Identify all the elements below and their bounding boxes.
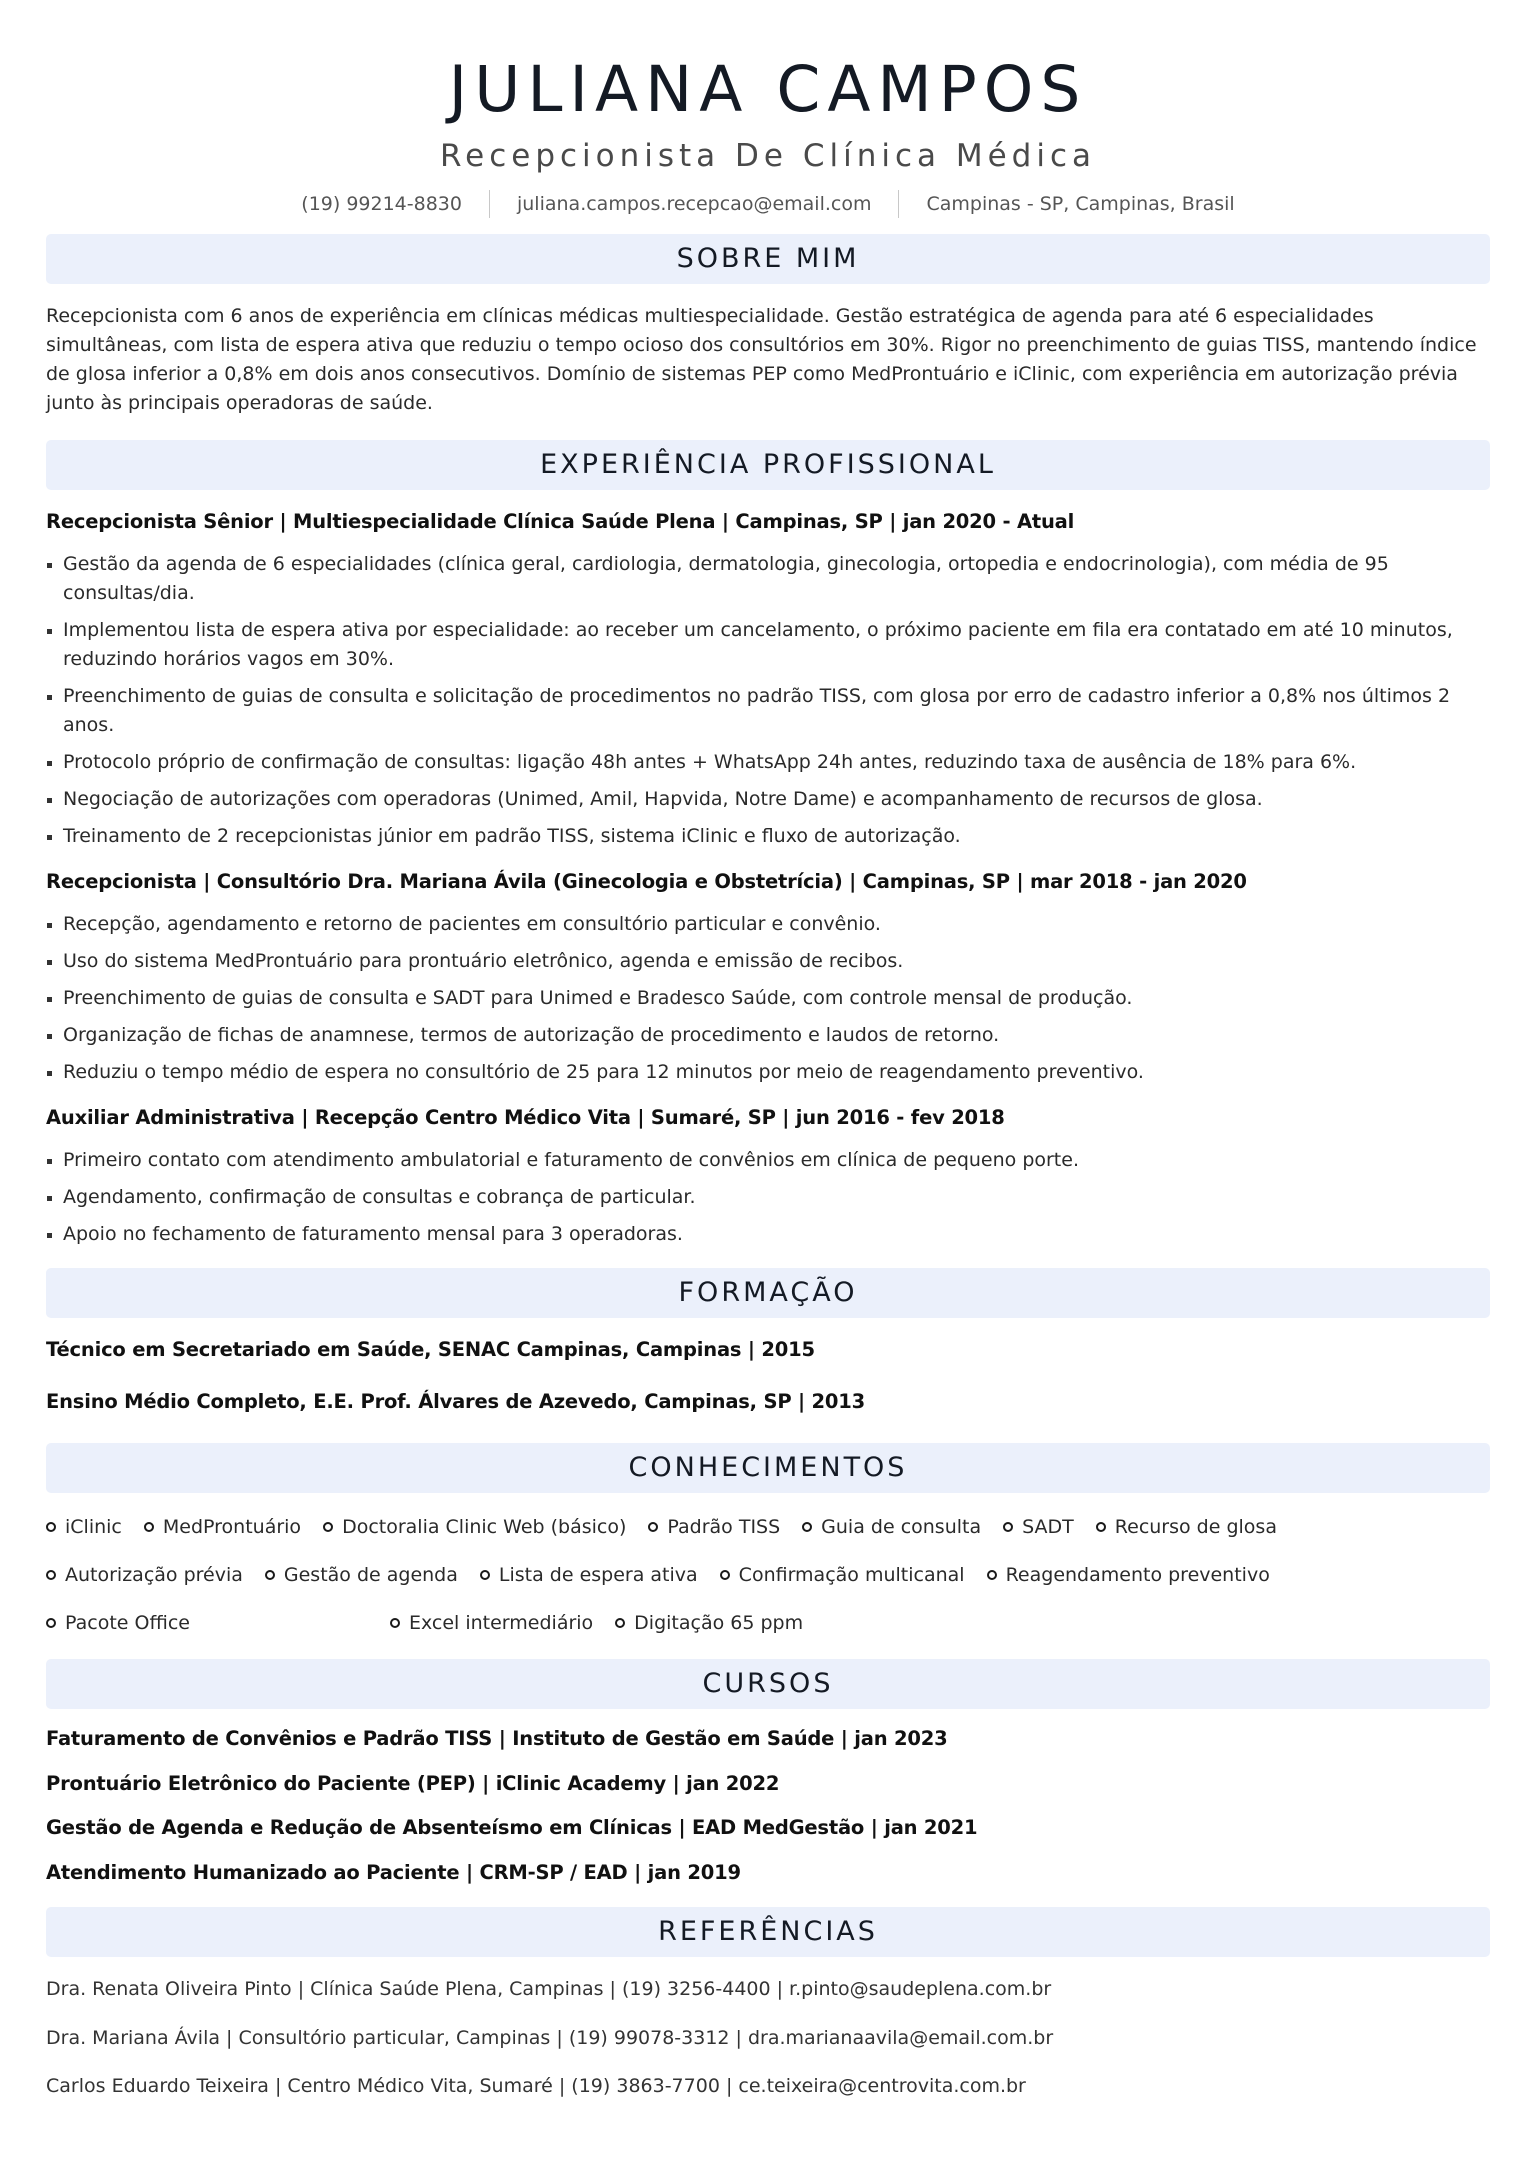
section-heading-about: SOBRE MIM — [46, 234, 1490, 284]
job-bullet: Gestão da agenda de 6 especialidades (clínica geral, cardiologia, dermatologia, ginecologia, ortopedia e endocrinologia), com média de 95 consultas/dia. — [46, 550, 1490, 608]
bullet-circle-icon — [144, 1522, 154, 1532]
skill-label: Recurso de glosa — [1114, 1516, 1277, 1538]
skill-label: Reagendamento preventivo — [1005, 1564, 1270, 1586]
skills-list — [46, 1503, 1490, 1647]
job-bullet: Recepção, agendamento e retorno de pacientes em consultório particular e convênio. — [46, 910, 1490, 939]
skill-item — [46, 1503, 122, 1551]
education-item: Técnico em Secretariado em Saúde, SENAC Campinas, Campinas | 2015 — [46, 1338, 815, 1361]
bullet-circle-icon — [1096, 1522, 1106, 1532]
job-entry — [46, 868, 1490, 1087]
section-heading-skills: CONHECIMENTOS — [46, 1443, 1490, 1493]
skill-item — [987, 1551, 1270, 1599]
skill-label: MedProntuário — [162, 1516, 302, 1538]
bullet-circle-icon — [1003, 1522, 1013, 1532]
skill-label: Excel intermediário — [408, 1612, 594, 1634]
skill-item — [46, 1551, 243, 1599]
about-line: junto às principais operadoras de saúde. — [46, 392, 433, 414]
job-bullet: Preenchimento de guias de consulta e SADT para Unimed e Bradesco Saúde, com controle mensal de produção. — [46, 984, 1490, 1013]
skill-label: iClinic — [65, 1516, 122, 1538]
bullet-circle-icon — [265, 1570, 275, 1580]
skill-item — [802, 1503, 981, 1551]
job-bullet: Protocolo próprio de confirmação de consultas: ligação 48h antes + WhatsApp 24h antes, reduzindo taxa de ausência de 18% para 6%. — [46, 748, 1490, 777]
section-heading-education: FORMAÇÃO — [46, 1268, 1490, 1318]
contact-phone: (19) 99214-8830 — [301, 193, 462, 215]
job-bullet: Uso do sistema MedProntuário para prontuário eletrônico, agenda e emissão de recibos. — [46, 947, 1490, 976]
skill-item — [615, 1599, 803, 1647]
section-heading-references: REFERÊNCIAS — [46, 1907, 1490, 1957]
job-bullet: Agendamento, confirmação de consultas e cobrança de particular. — [46, 1183, 1490, 1212]
bullet-circle-icon — [987, 1570, 997, 1580]
course-item: Atendimento Humanizado ao Paciente | CRM-SP / EAD | jan 2019 — [46, 1861, 741, 1884]
contact-divider — [898, 190, 899, 218]
skill-item — [144, 1503, 301, 1551]
job-bullets — [46, 550, 1490, 851]
job-bullet: Preenchimento de guias de consulta e solicitação de procedimentos no padrão TISS, com glosa por erro de cadastro inferior a 0,8% nos últimos 2 anos. — [46, 682, 1490, 740]
skill-label: Gestão de agenda — [283, 1564, 458, 1586]
contact-location: Campinas - SP, Campinas, Brasil — [926, 193, 1235, 215]
job-bullets — [46, 1146, 1490, 1249]
reference-item: Dra. Mariana Ávila | Consultório particular, Campinas | (19) 99078-3312 | dra.marianaavila@email.com.br — [46, 2027, 1054, 2049]
bullet-circle-icon — [480, 1570, 490, 1580]
section-heading-experience: EXPERIÊNCIA PROFISSIONAL — [46, 440, 1490, 490]
reference-item: Carlos Eduardo Teixeira | Centro Médico Vita, Sumaré | (19) 3863-7700 | ce.teixeira@centrovita.com.br — [46, 2075, 1026, 2097]
job-entry — [46, 1104, 1490, 1249]
candidate-title: Recepcionista De Clínica Médica — [439, 138, 1097, 174]
course-item: Faturamento de Convênios e Padrão TISS | Instituto de Gestão em Saúde | jan 2023 — [46, 1727, 948, 1750]
bullet-circle-icon — [46, 1618, 56, 1628]
skill-label: Padrão TISS — [667, 1516, 781, 1538]
job-entry — [46, 508, 1490, 851]
skill-label: Autorização prévia — [65, 1564, 243, 1586]
resume-page — [46, 0, 1490, 2097]
about-line: de glosa inferior a 0,8% em dois anos consecutivos. Domínio de sistemas PEP como MedProntuário e iClinic, com experiência em autorização prévia — [46, 363, 1458, 385]
contact-divider — [489, 190, 490, 218]
job-bullet: Organização de fichas de anamnese, termos de autorização de procedimento e laudos de retorno. — [46, 1021, 1490, 1050]
bullet-circle-icon — [648, 1522, 658, 1532]
resume-header — [46, 52, 1490, 218]
skill-label: Lista de espera ativa — [498, 1564, 698, 1586]
job-title: Auxiliar Administrativa | Recepção Centro Médico Vita | Sumaré, SP | jun 2016 - fev 2018 — [46, 1106, 1005, 1129]
job-bullet: Reduziu o tempo médio de espera no consultório de 25 para 12 minutos por meio de reagendamento preventivo. — [46, 1058, 1490, 1087]
about-line: Recepcionista com 6 anos de experiência em clínicas médicas multiespecialidade. Gestão estratégica de agenda para até 6 especialidades — [46, 305, 1374, 327]
bullet-circle-icon — [46, 1522, 56, 1532]
skill-item — [323, 1503, 626, 1551]
job-title: Recepcionista Sênior | Multiespecialidade Clínica Saúde Plena | Campinas, SP | jan 2020 - Atual — [46, 510, 1075, 533]
skill-item — [390, 1599, 593, 1647]
bullet-circle-icon — [46, 1570, 56, 1580]
job-bullet: Implementou lista de espera ativa por especialidade: ao receber um cancelamento, o próximo paciente em fila era contatado em até 10 minutos, reduzindo horários vagos em 30%. — [46, 616, 1490, 674]
skill-label: Doctoralia Clinic Web (básico) — [342, 1516, 627, 1538]
job-bullet: Apoio no fechamento de faturamento mensal para 3 operadoras. — [46, 1220, 1490, 1249]
job-bullet: Treinamento de 2 recepcionistas júnior em padrão TISS, sistema iClinic e fluxo de autorização. — [46, 822, 1490, 851]
skill-label: Confirmação multicanal — [738, 1564, 965, 1586]
contact-email: juliana.campos.recepcao@email.com — [516, 193, 872, 215]
skill-item — [265, 1551, 458, 1599]
skill-label: SADT — [1022, 1516, 1074, 1538]
skill-label: Digitação 65 ppm — [634, 1612, 804, 1634]
bullet-circle-icon — [390, 1618, 400, 1628]
skill-label: Pacote Office — [65, 1612, 190, 1634]
job-title: Recepcionista | Consultório Dra. Mariana Ávila (Ginecologia e Obstetrícia) | Campinas, SP | mar 2018 - jan 2020 — [46, 870, 1247, 893]
bullet-circle-icon — [720, 1570, 730, 1580]
education-item: Ensino Médio Completo, E.E. Prof. Álvares de Azevedo, Campinas, SP | 2013 — [46, 1390, 865, 1413]
about-paragraph — [46, 302, 1490, 418]
job-bullets — [46, 910, 1490, 1087]
job-bullet: Negociação de autorizações com operadoras (Unimed, Amil, Hapvida, Notre Dame) e acompanhamento de recursos de glosa. — [46, 785, 1490, 814]
bullet-circle-icon — [802, 1522, 812, 1532]
skill-item — [720, 1551, 965, 1599]
about-line: simultâneas, com lista de espera ativa que reduziu o tempo ocioso dos consultórios em 30%. Rigor no preenchimento de guias TISS, mantendo índice — [46, 334, 1477, 356]
skill-item — [648, 1503, 780, 1551]
course-item: Gestão de Agenda e Redução de Absenteísmo em Clínicas | EAD MedGestão | jan 2021 — [46, 1816, 978, 1839]
reference-item: Dra. Renata Oliveira Pinto | Clínica Saúde Plena, Campinas | (19) 3256-4400 | r.pinto@saudeplena.com.br — [46, 1978, 1052, 2000]
skill-label: Guia de consulta — [821, 1516, 982, 1538]
skill-item — [1003, 1503, 1074, 1551]
job-bullet: Primeiro contato com atendimento ambulatorial e faturamento de convênios em clínica de pequeno porte. — [46, 1146, 1490, 1175]
bullet-circle-icon — [323, 1522, 333, 1532]
skill-item — [480, 1551, 698, 1599]
course-item: Prontuário Eletrônico do Paciente (PEP) | iClinic Academy | jan 2022 — [46, 1772, 780, 1795]
skill-item — [1096, 1503, 1277, 1551]
candidate-name: JULIANA CAMPOS — [448, 53, 1088, 126]
section-heading-courses: CURSOS — [46, 1659, 1490, 1709]
skill-item — [46, 1599, 190, 1647]
bullet-circle-icon — [615, 1618, 625, 1628]
contact-line — [46, 190, 1490, 218]
